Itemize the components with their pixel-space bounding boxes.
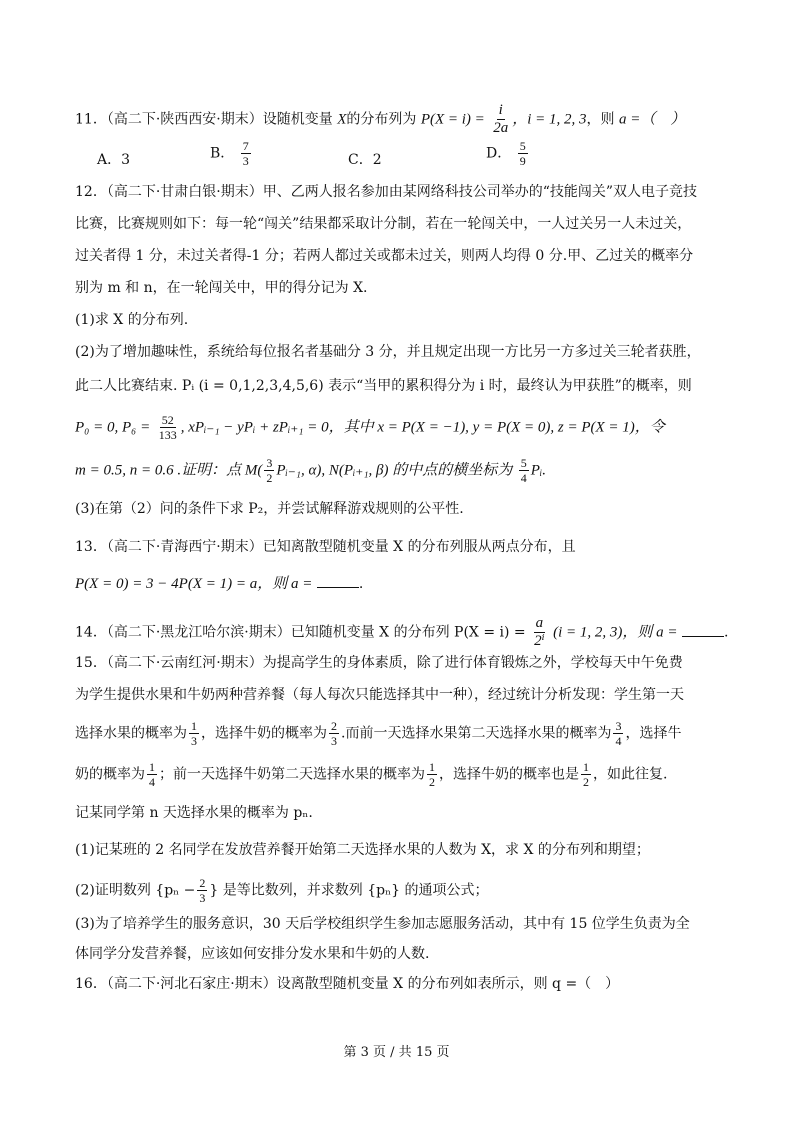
q15-part-3b: 体同学分发营养餐，应该如何安排分发水果和牛奶的人数. — [75, 946, 430, 962]
q15-line-1: 15．（高二下·云南红河·期末）为提高学生的身体素质，除了进行体育锻炼之外，学校每天中午免费 — [75, 655, 683, 671]
q15-part-3a: (3)为了培养学生的服务意识，30 天后学校组织学生参加志愿服务活动，其中有 15 位学生负责为全 — [75, 916, 690, 932]
q15-line-5: 记某同学第 n 天选择水果的概率为 pₙ. — [75, 805, 313, 821]
q12-line-1: 12．（高二下·甘肃白银·期末）甲、乙两人报名参加由某网络科技公司举办的“技能闯关”双人电子竞技 — [75, 184, 698, 200]
q15-line-2: 为学生提供水果和牛奶两种营养餐（每人每次只能选择其中一种），经过统计分析发现：学生第一天 — [75, 687, 684, 703]
answer-blank — [317, 573, 359, 588]
question-source: （高二下·陕西西安·期末） — [106, 111, 263, 128]
q12-part-2b: 此二人比赛结束. Pᵢ (i = 0,1,2,3,4,5,6) 表示“当甲的累积得分为 i 时，最终认为甲获胜”的概率，则 — [75, 378, 692, 394]
q15-line-4: 奶的概率为 $\frac{1}{4}$ ；前一天选择牛奶第二天选择水果的概率为 $\frac{1}{2}$ ，选择牛奶的概率也是 $\frac{1}{2}$ ，如此往复. — [75, 760, 668, 789]
q15-part-1: (1)记某班的 2 名同学在发放营养餐开始第二天选择水果的人数为 X，求 X 的分布列和期望； — [75, 842, 650, 858]
q12-part-3: (3)在第（2）问的条件下求 P₂，并尝试解释游戏规则的公平性. — [75, 501, 464, 517]
fraction: $\frac{i}{2a}$ — [493, 102, 509, 136]
option-d: D． $\frac{5}{9}$ — [486, 139, 526, 168]
q16-line: 16．（高二下·河北石家庄·期末）设离散型随机变量 X 的分布列如表所示，则 q =（ ） — [75, 976, 620, 992]
question-number: 11． — [75, 111, 107, 128]
q12-part-2d: m = 0.5, n = 0.6 .证明：点 M( $\frac{3}{2}$ Pᵢ₋₁, α), N(Pᵢ₊₁, β) 的中点的横坐标为 $\frac{5}{4}$ Pᵢ. — [75, 456, 546, 485]
q12-part-1: (1)求 X 的分布列. — [75, 312, 189, 328]
q12-line-4: 别为 m 和 n，在一轮闯关中，甲的得分记为 X. — [75, 280, 368, 296]
q15-part-2: (2)证明数列 {pₙ − $\frac{2}{3}$ } 是等比数列，并求数列 {pₙ} 的通项公式； — [75, 876, 489, 905]
q15-line-3: 选择水果的概率为 $\frac{1}{3}$ ，选择牛奶的概率为 $\frac{2}{3}$ .而前一天选择水果第二天选择水果的概率为 $\frac{3}{4}$ ，选择牛 — [75, 719, 682, 748]
q12-line-2: 比赛，比赛规则如下：每一轮“闯关”结果都采取计分制，若在一轮闯关中，一人过关另一人未过关， — [75, 216, 692, 232]
q14-line: 14．（高二下·黑龙江哈尔滨·期末）已知随机变量 X 的分布列 P(X = i) = $\frac{a}{\text{2ⁱ}}$ (i = 1, 2, 3)，则 a = . — [75, 615, 729, 649]
option-b: B． $\frac{7}{3}$ — [210, 139, 249, 168]
q12-line-3: 过关者得 1 分，未过关者得-1 分；若两人都过关或都未过关，则两人均得 0 分.甲、乙过关的概率分 — [75, 248, 694, 264]
page-footer: 第 3 页 / 共 15 页 — [343, 1045, 450, 1060]
q12-part-2a: (2)为了增加趣味性，系统给每位报名者基础分 3 分，并且规定出现一方比另一方多过关三轮者获胜， — [75, 344, 701, 360]
q13-line-1: 13．（高二下·青海西宁·期末）已知离散型随机变量 X 的分布列服从两点分布，且 — [75, 539, 576, 555]
answer-blank — [682, 622, 724, 637]
q12-part-2c: P₀ = 0, P₆ = $\frac{52}{133}$ , xPᵢ₋₁ − yPᵢ + zPᵢ₊₁ = 0，其中 x = P(X = −1), y = P(X = 0), z = P(X = 1)，令 — [75, 413, 665, 442]
option-c: C．2 — [348, 152, 382, 168]
q13-line-2: P(X = 0) = 3 − 4P(X = 1) = a，则 a = . — [75, 573, 363, 594]
option-a: A．3 — [97, 152, 131, 168]
q11-stem: 11．（高二下·陕西西安·期末）设随机变量 X的分布列为 P(X = i) = $\frac{i}{2a}$ ，i = 1, 2, 3，则 a =（ ） — [75, 102, 686, 136]
